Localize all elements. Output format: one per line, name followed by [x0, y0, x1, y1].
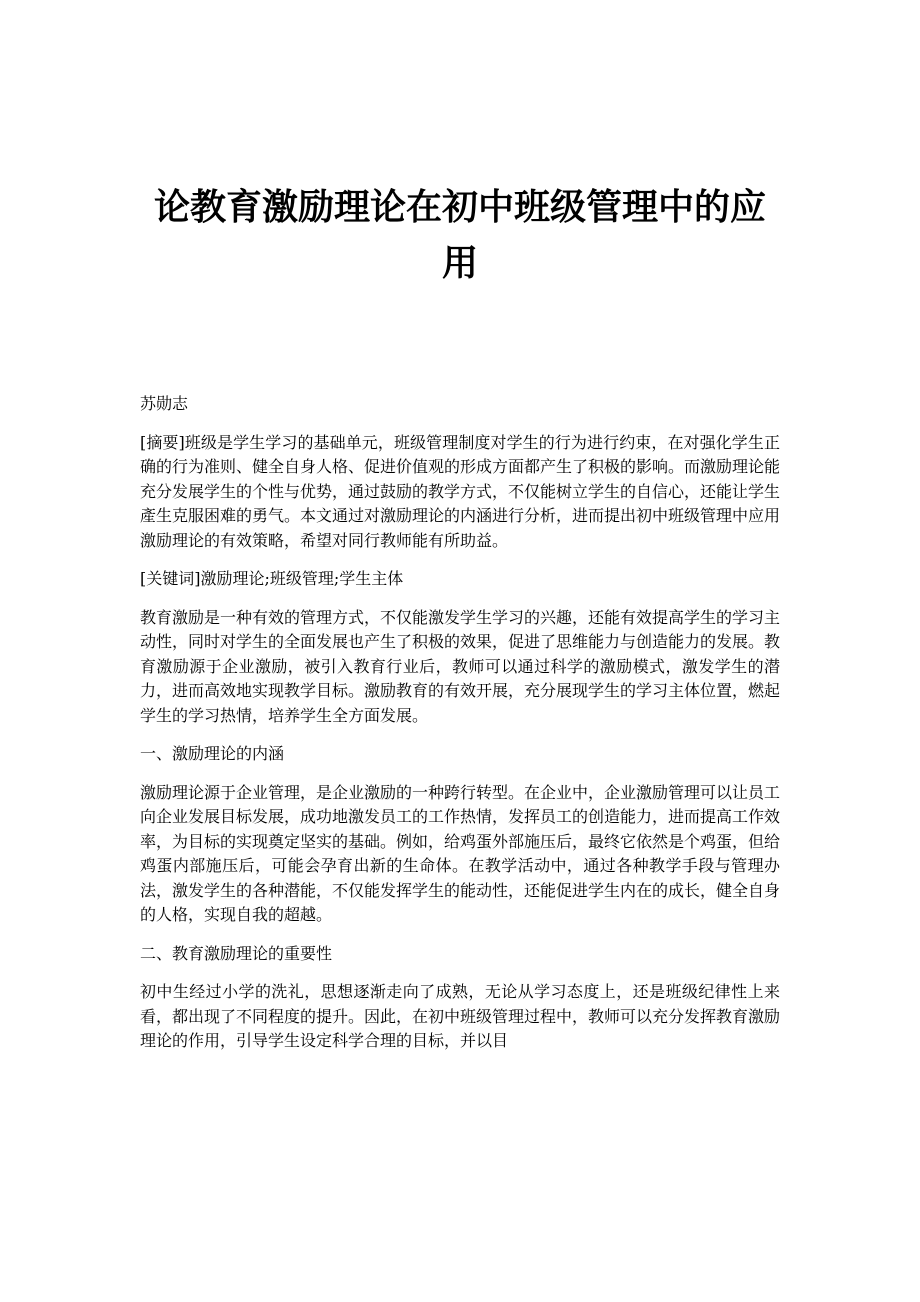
section-heading-1: 一、激励理论的内涵 [140, 744, 285, 763]
intro-paragraph: 教育激励是一种有效的管理方式，不仅能激发学生学习的兴趣，还能有效提高学生的学习主动性，同时对学生的全面发展也产生了积极的效果，促进了思维能力与创造能力的发展。教育激励源于企业激励，被引入教育行业后，教师可以通过科学的激励模式，激发学生的潜力，进而高效地实现教学目标。激励教育的有效开展，充分展现学生的学习主体位置，燃起学生的学习热情，培养学生全方面发展。 [140, 607, 781, 725]
section-heading-2: 二、教育激励理论的重要性 [140, 943, 333, 963]
document-title: 论教育激励理论在初中班级管理中的应用 [153, 187, 766, 284]
section-paragraph-1: 激励理论源于企业管理，是企业激励的一种跨行转型。在企业中，企业激励管理可以让员工向企业发展目标发展，成功地激发员工的工作热情，发挥员工的创造能力，进而提高工作效率，为目标的实现奠定坚实的基础。例如，给鸡蛋外部施压后，最终它依然是个鸡蛋，但给鸡蛋内部施压后，可能会孕育出新的生命体。在教学活动中，通过各种教学手段与管理办法，激发学生的各种潜能，不仅能发挥学生的能动性，还能促进学生内在的成长，健全自身的人格，实现自我的超越。 [140, 782, 781, 924]
abstract-paragraph: [摘要]班级是学生学习的基础单元，班级管理制度对学生的行为进行约束，在对强化学生正确的行为准则、健全自身人格、促进价值观的形成方面都产生了积极的影响。而激励理论能充分发展学生的个性与优势，通过鼓励的教学方式，不仅能树立学生的自信心，还能让学生產生克服困难的勇气。本文通过对激励理论的内涵进行分析，进而提出初中班级管理中应用激励理论的有效策略，希望对同行教师能有所助益。 [140, 432, 781, 550]
section-paragraph-2: 初中生经过小学的洗礼，思想逐渐走向了成熟，无论从学习态度上，还是班级纪律性上来看，都出现了不同程度的提升。因此，在初中班级管理过程中，教师可以充分发挥教育激励理论的作用，引导学生设定科学合理的目标，并以目 [140, 982, 781, 1050]
keywords-line: [关键词]激励理论;班级管理;学生主体 [140, 569, 404, 588]
document-body [140, 392, 780, 1068]
author-name: 苏勋志 [140, 394, 189, 413]
